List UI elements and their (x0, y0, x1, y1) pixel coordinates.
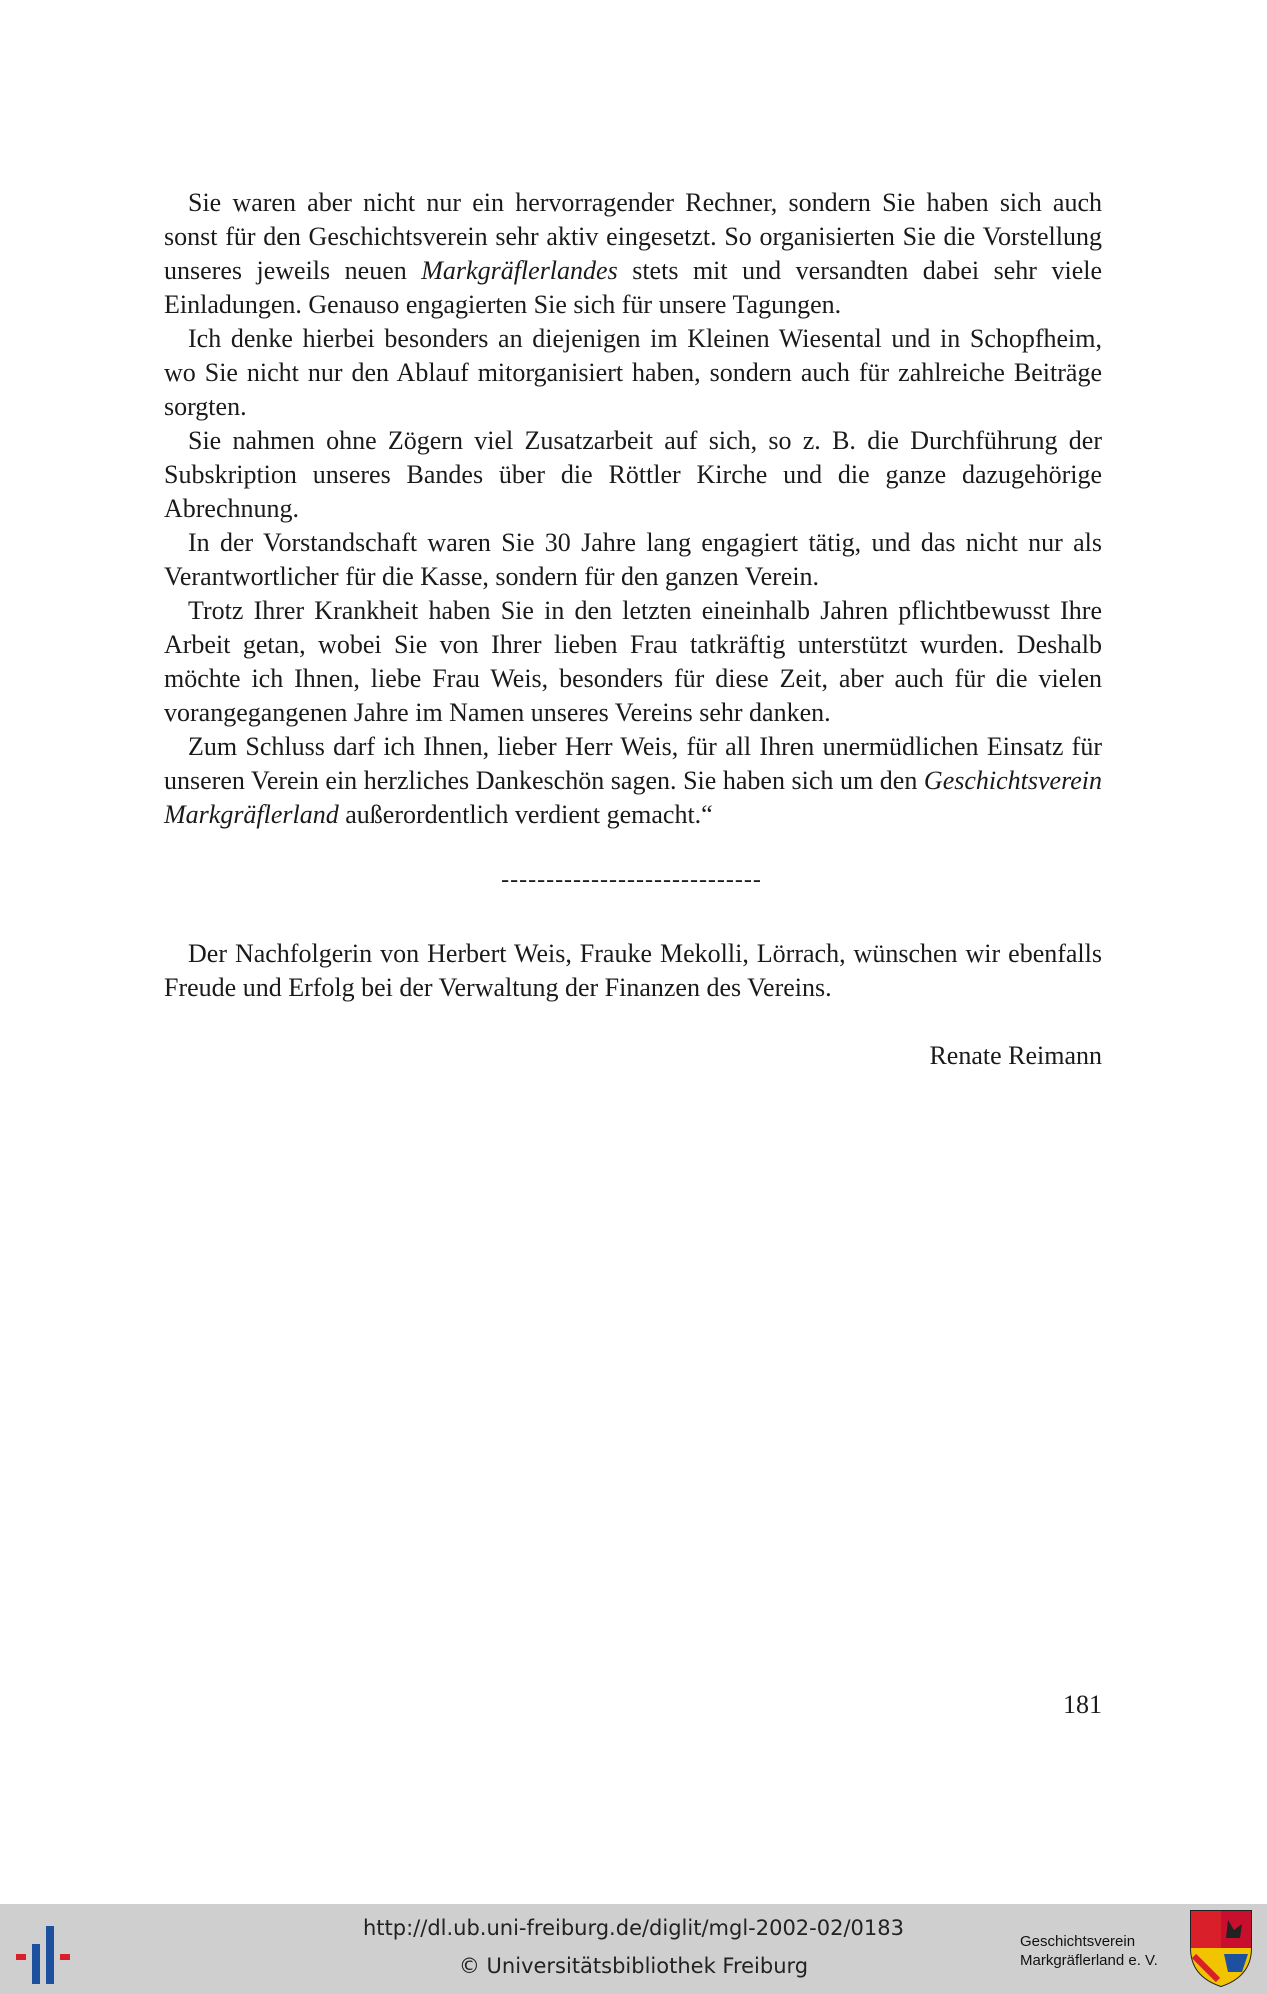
text-run: Trotz Ihrer Krankheit haben Sie in den letzten eineinhalb Jahren pflichtbewusst Ihre Arbeit getan, wobei Sie von Ihrer lieben Frau tatkräftig unterstützt wurden. Deshalb möchte ich Ihnen, liebe Frau Weis, besonders für diese Zeit, aber auch für die vielen vorangegangenen Jahre im Namen unseres Vereins sehr danken. (164, 596, 1102, 727)
coat-of-arms-icon (1188, 1908, 1254, 1988)
italic-title: Markgräflerlandes (421, 256, 618, 285)
text-run: Zum Schluss darf ich Ihnen, lieber Herr Weis, für all Ihren unermüdlichen Einsatz für unseren Verein ein herzliches Dankeschön sagen. Sie haben sich um den (164, 732, 1102, 795)
source-url-link[interactable]: http://dl.ub.uni-freiburg.de/diglit/mgl-2002-02/0183 (362, 1916, 904, 1940)
text-run: stets mit und versandten dabei sehr viele Einladungen. Genauso engagierten Sie sich für unsere Tagungen. (164, 256, 1102, 319)
body-paragraph (164, 526, 1102, 594)
italic-title: Geschichtsverein Markgräflerland (164, 766, 1102, 829)
text-run: In der Vorstandschaft waren Sie 30 Jahre lang engagiert tätig, und das nicht nur als Verantwortlicher für die Kasse, sondern für den ganzen Verein. (164, 528, 1102, 591)
society-name-line2: Markgräflerland e. V. (1020, 1952, 1158, 1969)
body-paragraph (164, 186, 1102, 322)
body-paragraph (164, 730, 1102, 832)
successor-note (164, 937, 1102, 1005)
section-separator: ----------------------------- (501, 867, 762, 893)
text-run: außerordentlich verdient gemacht.“ (338, 800, 713, 829)
text-run: Sie nahmen ohne Zögern viel Zusatzarbeit auf sich, so z. B. die Durchführung der Subskription unseres Bandes über die Röttler Kirche und die ganze dazugehörige Abrechnung. (164, 426, 1102, 523)
society-name-line1: Geschichtsverein (1020, 1933, 1136, 1950)
digitization-footer (0, 1904, 1267, 1994)
author-signature: Renate Reimann (929, 1041, 1102, 1070)
society-name (1020, 1932, 1158, 1970)
body-paragraph (164, 424, 1102, 526)
body-text (164, 186, 1102, 832)
text-run: Sie waren aber nicht nur ein hervorragender Rechner, sondern Sie haben sich auch sonst für den Geschichtsverein sehr aktiv eingesetzt. So organisierten Sie die Vorstellung unseres jeweils neuen (164, 188, 1102, 285)
body-paragraph (164, 322, 1102, 424)
body-paragraph (164, 594, 1102, 730)
text-run: Ich denke hierbei besonders an diejenigen im Kleinen Wiesental und in Schopfheim, wo Sie nicht nur den Ablauf mitorganisiert haben, sondern auch für zahlreiche Beiträge sorgten. (164, 324, 1102, 421)
page-number: 181 (1063, 1690, 1102, 1719)
successor-paragraph: Der Nachfolgerin von Herbert Weis, Frauke Mekolli, Lörrach, wünschen wir ebenfalls Freude und Erfolg bei der Verwaltung der Finanzen des Vereins. (164, 939, 1102, 1002)
copyright-notice: © Universitätsbibliothek Freiburg (458, 1954, 809, 1978)
